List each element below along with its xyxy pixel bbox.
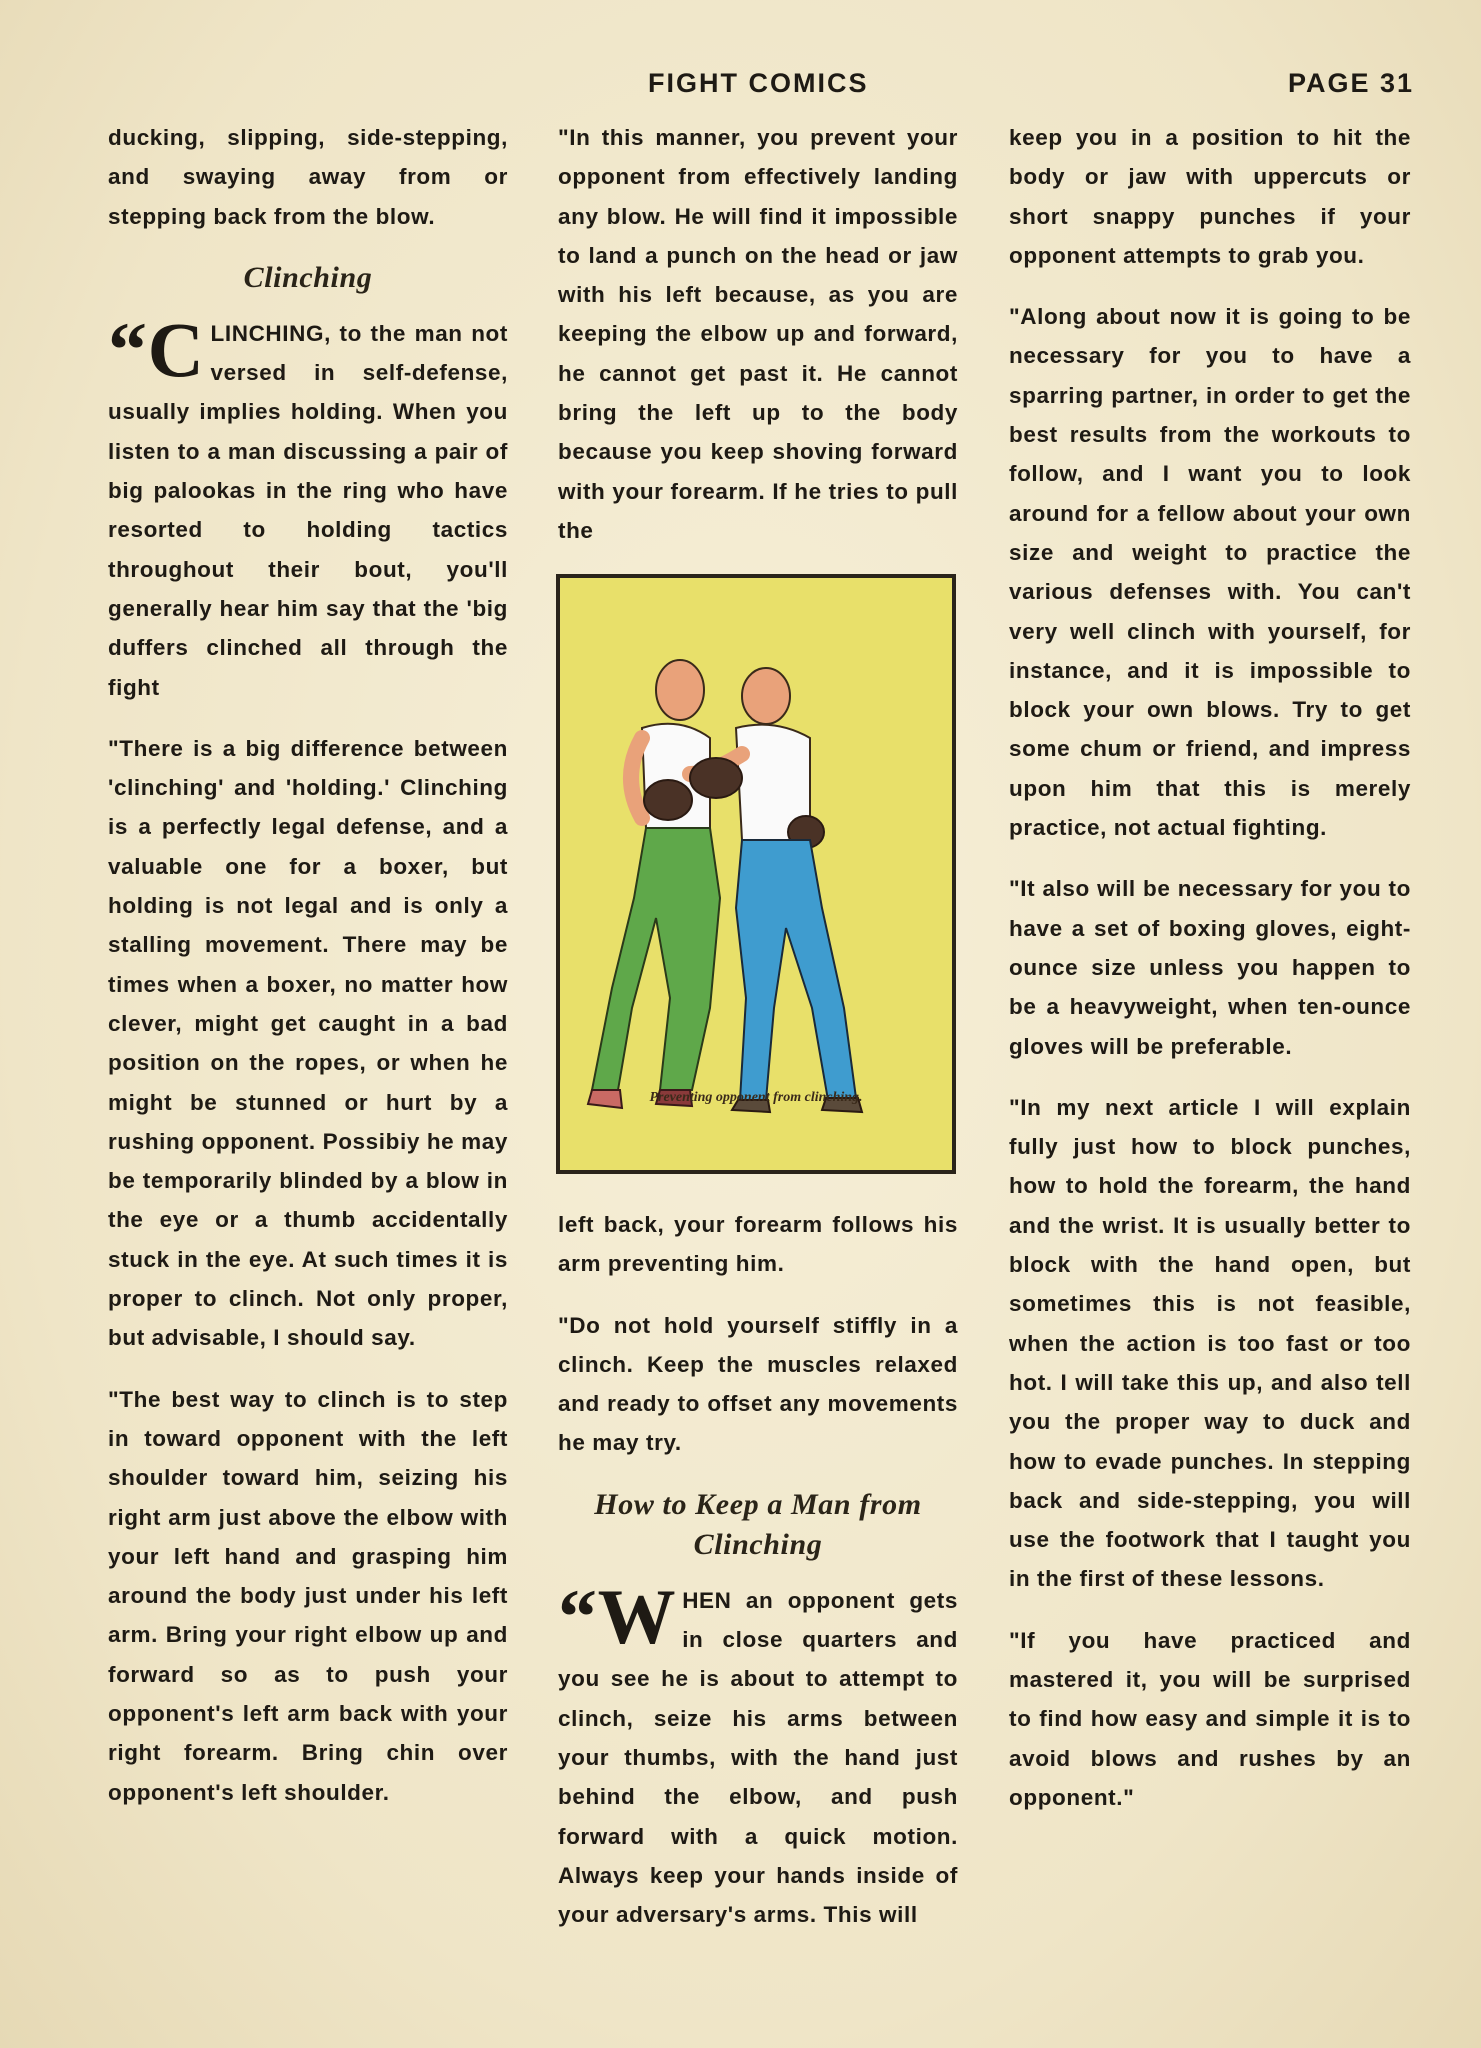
paragraph: "In this manner, you prevent your opponent from effectively landing any blow. He will find it impossible to land a punch on the head or jaw with his left because, as you are keeping the elbow up and forward, he cannot get past it. He cannot bring the left up to the body because you keep shoving forward with your forearm. If he tries to pull the bbox=[558, 125, 958, 543]
paragraph-text: HEN an opponent gets in close quarters and you see he is about to attempt to clinch, seize his arms between your thumbs, with the hand just behind the elbow, and push forward with a quick motion. Always keep your hands inside of your adversary's arms. This will bbox=[558, 1587, 958, 1928]
column-2-bottom bbox=[558, 1205, 958, 1956]
paragraph: "Do not hold yourself stiffly in a clinch. Keep the muscles relaxed and ready to offset any movements he may try. bbox=[558, 1312, 958, 1456]
page-number: PAGE 31 bbox=[1288, 68, 1415, 98]
paragraph: ducking, slipping, side-stepping, and swaying away from or stepping back from the blow. bbox=[108, 125, 508, 229]
column-1 bbox=[108, 118, 508, 1834]
magazine-title: FIGHT COMICS bbox=[648, 68, 869, 98]
column-3 bbox=[1009, 118, 1411, 1839]
drop-cap: “W bbox=[558, 1572, 677, 1660]
drop-cap: “C bbox=[108, 305, 205, 393]
illustration-caption: Preventing opponent from clinching. bbox=[649, 1090, 863, 1105]
section-heading-keep-man: How to Keep a Man from Clinching bbox=[594, 1487, 922, 1561]
paragraph: "It also will be necessary for you to have a set of boxing gloves, eight-ounce size unless you happen to be a heavyweight, when ten-ounce gloves will be preferable. bbox=[1009, 876, 1411, 1059]
paragraph: "There is a big difference between 'clinching' and 'holding.' Clinching is a perfectly legal defense, and a valuable one for a boxer, but holding is not legal and is only a stalling movement. There may be times when a boxer, no matter how clever, might get caught in a bad position on the ropes, or when he might be stunned or hurt by a rushing opponent. Possibiy he may be temporarily blinded by a blow in the eye or a thumb accidentally stuck in the eye. At such times it is proper to clinch. Not only proper, but advisable, I should say. bbox=[108, 735, 508, 1351]
left-boxer bbox=[588, 660, 720, 1108]
paragraph: "The best way to clinch is to step in toward opponent with the left shoulder toward him, seizing his right arm just above the elbow with your left hand and grasping him around the body just under his left arm. Bring your right elbow up and forward so as to push your opponent's left arm back with your right forearm. Bring chin over opponent's left shoulder. bbox=[108, 1386, 508, 1805]
paragraph-dropcap bbox=[558, 1572, 958, 1935]
paragraph-text: LINCHING, to the man not versed in self-defense, usually implies holding. When you listen to a man discussing a pair of big palookas in the ring who have resorted to holding tactics throughout their bout, you'll generally hear him say that the 'big duffers clinched all through the fight bbox=[108, 320, 508, 700]
paragraph-dropcap bbox=[108, 305, 508, 707]
paragraph: left back, your forearm follows his arm preventing him. bbox=[558, 1212, 958, 1277]
boxers-figure bbox=[560, 578, 952, 1170]
paragraph: "Along about now it is going to be necessary for you to have a sparring partner, in order to get the best results from the workouts to follow, and I want you to look around for a fellow about your own size and weight to practice the various defenses with. You can't very well clinch with yourself, for instance, and it is impossible to block your own blows. Try to get some chum or friend, and impress upon him that this is merely practice, not actual fighting. bbox=[1009, 304, 1411, 841]
paragraph: "In my next article I will explain fully just how to block punches, how to hold the forearm, the hand and the wrist. It is usually better to block with the hand open, but sometimes this is not feasible, when the action is too fast or too hot. I will take this up, and also tell you the proper way to duck and how to evade punches. In stepping back and side-stepping, you will use the footwork that I taught you in the first of these lessons. bbox=[1009, 1094, 1411, 1592]
section-heading-clinching: Clinching bbox=[243, 260, 373, 294]
page-header bbox=[0, 68, 1481, 108]
column-2-top bbox=[558, 118, 958, 572]
boxing-illustration bbox=[556, 574, 956, 1174]
paragraph: keep you in a position to hit the body or jaw with uppercuts or short snappy punches if your opponent attempts to grab you. bbox=[1009, 125, 1411, 268]
paragraph: "If you have practiced and mastered it, you will be surprised to find how easy and simple it is to avoid blows and rushes by an opponent." bbox=[1009, 1627, 1411, 1810]
